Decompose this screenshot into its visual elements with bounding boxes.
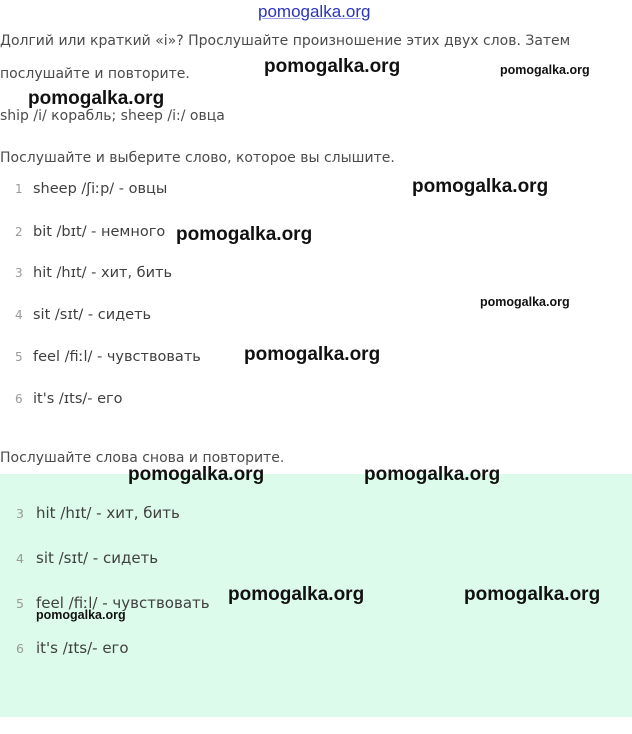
item-number: 6 — [15, 392, 23, 406]
watermark: pomogalka.org — [264, 56, 401, 77]
list-item — [16, 639, 129, 657]
watermark: pomogalka.org — [228, 584, 365, 605]
watermark: pomogalka.org — [364, 464, 501, 485]
task1-instruction: Послушайте и выберите слово, которое вы слышите. — [0, 150, 395, 166]
item-text: sheep /ʃiːp/ - овцы — [33, 181, 168, 197]
item-number: 4 — [16, 551, 24, 566]
item-text: feel /fiːl/ - чувствовать — [36, 594, 210, 612]
list-item — [16, 504, 180, 522]
watermark: pomogalka.org — [28, 88, 165, 109]
item-text: sit /sɪt/ - сидеть — [36, 549, 159, 567]
intro-line-1: Долгий или краткий «i»? Прослушайте произношение этих двух слов. Затем — [0, 33, 571, 49]
item-number: 6 — [16, 641, 24, 656]
list-item — [15, 265, 172, 281]
watermark: pomogalka.org — [36, 608, 126, 622]
list-item — [15, 391, 123, 407]
item-text: hit /hɪt/ - хит, бить — [33, 265, 173, 281]
watermark: pomogalka.org — [244, 344, 381, 365]
item-number: 4 — [15, 308, 23, 322]
item-text: it's /ɪts/- его — [36, 639, 129, 657]
item-number: 5 — [16, 596, 24, 611]
watermark: pomogalka.org — [412, 176, 549, 197]
item-text: sit /sɪt/ - сидеть — [33, 307, 152, 323]
list-item — [15, 349, 201, 365]
list-item — [15, 307, 151, 323]
item-text: feel /fiːl/ - чувствовать — [33, 349, 201, 365]
watermark: pomogalka.org — [176, 224, 313, 245]
item-text: bit /bɪt/ - немного — [33, 224, 166, 240]
watermark: pomogalka.org — [500, 63, 590, 77]
list-item — [15, 224, 165, 240]
intro-example: ship /i/ корабль; sheep /i:/ овца — [0, 108, 225, 124]
item-number: 1 — [15, 182, 23, 196]
list-item — [15, 181, 167, 197]
watermark-top: pomogalka.org — [258, 2, 371, 21]
item-number: 3 — [15, 266, 23, 280]
list-item — [16, 549, 158, 567]
item-text: hit /hɪt/ - хит, бить — [36, 504, 180, 522]
watermark: pomogalka.org — [480, 295, 570, 309]
item-number: 5 — [15, 350, 23, 364]
intro-line-2: послушайте и повторите. — [0, 66, 190, 82]
watermark: pomogalka.org — [128, 464, 265, 485]
watermark: pomogalka.org — [464, 584, 601, 605]
task2-instruction: Послушайте слова снова и повторите. — [0, 450, 285, 466]
item-number: 2 — [15, 225, 23, 239]
item-text: it's /ɪts/- его — [33, 391, 123, 407]
item-number: 3 — [16, 506, 24, 521]
